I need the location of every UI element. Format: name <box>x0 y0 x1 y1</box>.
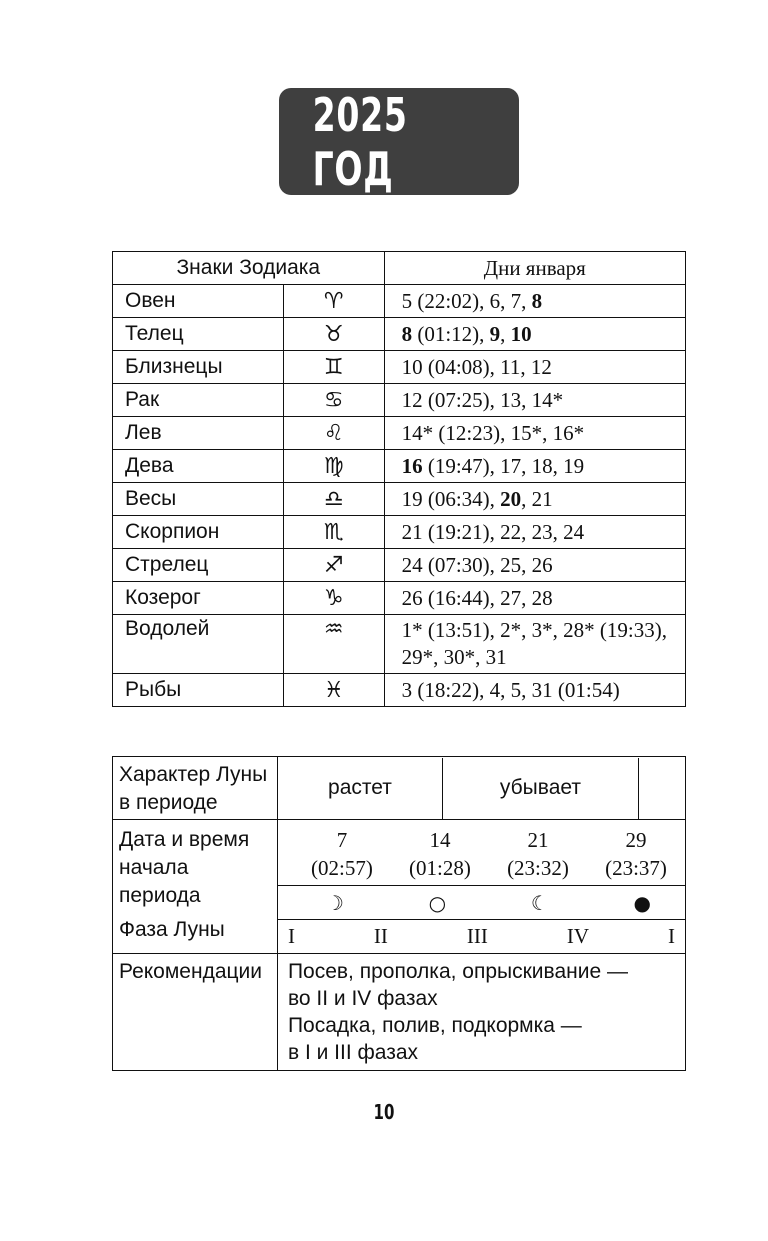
moon-period-day: 29 <box>625 828 647 852</box>
day-segment: 9 <box>489 321 501 346</box>
zodiac-row <box>113 615 686 674</box>
day-segment: 16 <box>401 453 423 478</box>
zodiac-days <box>384 318 685 351</box>
zodiac-days <box>384 450 685 483</box>
day-segment: 19 (06:34), <box>401 486 501 511</box>
zodiac-symbol-icon: ♌ <box>283 417 384 450</box>
year-title: 2025 ГОД <box>312 87 408 196</box>
day-segment: , <box>500 321 511 346</box>
zodiac-days <box>384 674 685 707</box>
zodiac-days <box>384 483 685 516</box>
day-segment: 1* (13:51), 2*, 3*, 28* (19:33), 29*, 30*, 31 <box>401 618 667 669</box>
waning-crescent-icon: ☾ <box>530 890 549 915</box>
moon-period-day: 7 <box>336 828 348 852</box>
day-segment: (01:12), <box>412 321 490 346</box>
zodiac-header-days: Дни января <box>384 252 685 285</box>
zodiac-row <box>113 417 686 450</box>
day-segment: , 21 <box>521 486 553 511</box>
day-segment: 26 (16:44), 27, 28 <box>401 585 553 610</box>
zodiac-symbol-icon: ♑ <box>283 582 384 615</box>
zodiac-row <box>113 674 686 707</box>
moon-date-label: Дата и время начала периода <box>119 828 250 907</box>
zodiac-sign-name: Козерог <box>113 582 284 615</box>
zodiac-row <box>113 384 686 417</box>
day-segment: 20 <box>500 486 522 511</box>
moon-period-start <box>599 826 673 882</box>
zodiac-sign-name: Рыбы <box>113 674 284 707</box>
moon-period-time: (23:32) <box>507 856 569 880</box>
zodiac-sign-name: Скорпион <box>113 516 284 549</box>
zodiac-sign-name: Весы <box>113 483 284 516</box>
reco-line: во II и IV фазах <box>287 987 438 1010</box>
zodiac-days <box>384 516 685 549</box>
day-segment: 3 (18:22), 4, 5, 31 (01:54) <box>401 677 620 702</box>
zodiac-row <box>113 285 686 318</box>
moon-reco-row <box>113 954 686 1071</box>
moon-period-time: (01:28) <box>409 856 471 880</box>
moon-dates <box>278 820 685 882</box>
year-title-box <box>279 88 519 195</box>
day-segment: 14* (12:23), 15*, 16* <box>401 420 585 445</box>
moon-phase-icons <box>278 891 685 915</box>
moon-phase-number: I <box>287 924 295 948</box>
zodiac-row <box>113 549 686 582</box>
moon-period-start <box>403 826 477 882</box>
moon-period-day: 14 <box>429 828 451 852</box>
new-moon-icon: ● <box>633 890 651 915</box>
zodiac-days <box>384 285 685 318</box>
moon-period-start <box>305 826 379 882</box>
day-segment: 5 (22:02), 6, 7, <box>401 288 532 313</box>
moon-phase-number: III <box>466 924 488 948</box>
zodiac-row <box>113 450 686 483</box>
reco-line: в I и III фазах <box>287 1041 419 1064</box>
moon-phase-number: II <box>373 924 388 948</box>
day-segment: 21 (19:21), 22, 23, 24 <box>401 519 585 544</box>
zodiac-sign-name: Водолей <box>113 615 284 674</box>
zodiac-days <box>384 417 685 450</box>
moon-waning-label: убывает <box>443 758 639 819</box>
zodiac-table <box>112 251 686 707</box>
zodiac-symbol-icon: ♐ <box>283 549 384 582</box>
moon-date-label-cell <box>113 820 278 954</box>
zodiac-row <box>113 516 686 549</box>
zodiac-symbol-icon: ♈ <box>283 285 384 318</box>
full-moon-icon: ○ <box>428 890 447 915</box>
zodiac-symbol-icon: ♍ <box>283 450 384 483</box>
moon-phase-numbers <box>278 924 685 949</box>
zodiac-sign-name: Рак <box>113 384 284 417</box>
page-number: 10 <box>373 1100 395 1124</box>
zodiac-days <box>384 384 685 417</box>
day-segment: 8 <box>531 288 543 313</box>
zodiac-symbol-icon: ♓ <box>283 674 384 707</box>
moon-phase-label: Фаза Луны <box>119 918 225 941</box>
moon-reco-label: Рекомендации <box>113 954 278 1071</box>
day-segment: 10 (04:08), 11, 12 <box>401 354 552 379</box>
zodiac-days <box>384 615 685 674</box>
zodiac-sign-name: Стрелец <box>113 549 284 582</box>
moon-character-row <box>113 757 686 820</box>
zodiac-row <box>113 318 686 351</box>
zodiac-symbol-icon: ♋ <box>283 384 384 417</box>
moon-period-time: (02:57) <box>311 856 373 880</box>
day-segment: 10 <box>510 321 532 346</box>
waxing-crescent-icon: ☽ <box>325 890 344 915</box>
zodiac-days <box>384 351 685 384</box>
zodiac-header-row <box>113 252 686 285</box>
reco-line: Посев, прополка, опрыскивание — <box>287 960 628 983</box>
moon-reco-text <box>277 954 685 1071</box>
moon-dates-row <box>113 820 686 886</box>
zodiac-sign-name: Дева <box>113 450 284 483</box>
moon-period-start <box>501 826 575 882</box>
moon-phase-number: I <box>667 924 675 948</box>
moon-empty-cell <box>639 758 685 819</box>
zodiac-row <box>113 351 686 384</box>
day-segment: 24 (07:30), 25, 26 <box>401 552 553 577</box>
zodiac-sign-name: Лев <box>113 417 284 450</box>
zodiac-sign-name: Близнецы <box>113 351 284 384</box>
moon-phase-number: IV <box>566 924 590 948</box>
zodiac-days <box>384 582 685 615</box>
moon-table <box>112 756 686 1071</box>
zodiac-symbol-icon: ♊ <box>283 351 384 384</box>
day-segment: 8 <box>401 321 413 346</box>
moon-period-day: 21 <box>527 828 549 852</box>
zodiac-symbol-icon: ♎ <box>283 483 384 516</box>
zodiac-sign-name: Телец <box>113 318 284 351</box>
zodiac-symbol-icon: ♒ <box>283 615 384 674</box>
reco-line: Посадка, полив, подкормка — <box>287 1014 582 1037</box>
zodiac-symbol-icon: ♏ <box>283 516 384 549</box>
zodiac-days <box>384 549 685 582</box>
moon-character-label: Характер Луны в периоде <box>113 757 278 820</box>
zodiac-row <box>113 582 686 615</box>
moon-growing-label: растет <box>278 758 443 819</box>
day-segment: (19:47), 17, 18, 19 <box>422 453 585 478</box>
day-segment: 12 (07:25), 13, 14* <box>401 387 564 412</box>
zodiac-symbol-icon: ♉ <box>283 318 384 351</box>
zodiac-sign-name: Овен <box>113 285 284 318</box>
zodiac-row <box>113 483 686 516</box>
moon-period-time: (23:37) <box>605 856 667 880</box>
zodiac-header-signs: Знаки Зодиака <box>113 252 385 285</box>
